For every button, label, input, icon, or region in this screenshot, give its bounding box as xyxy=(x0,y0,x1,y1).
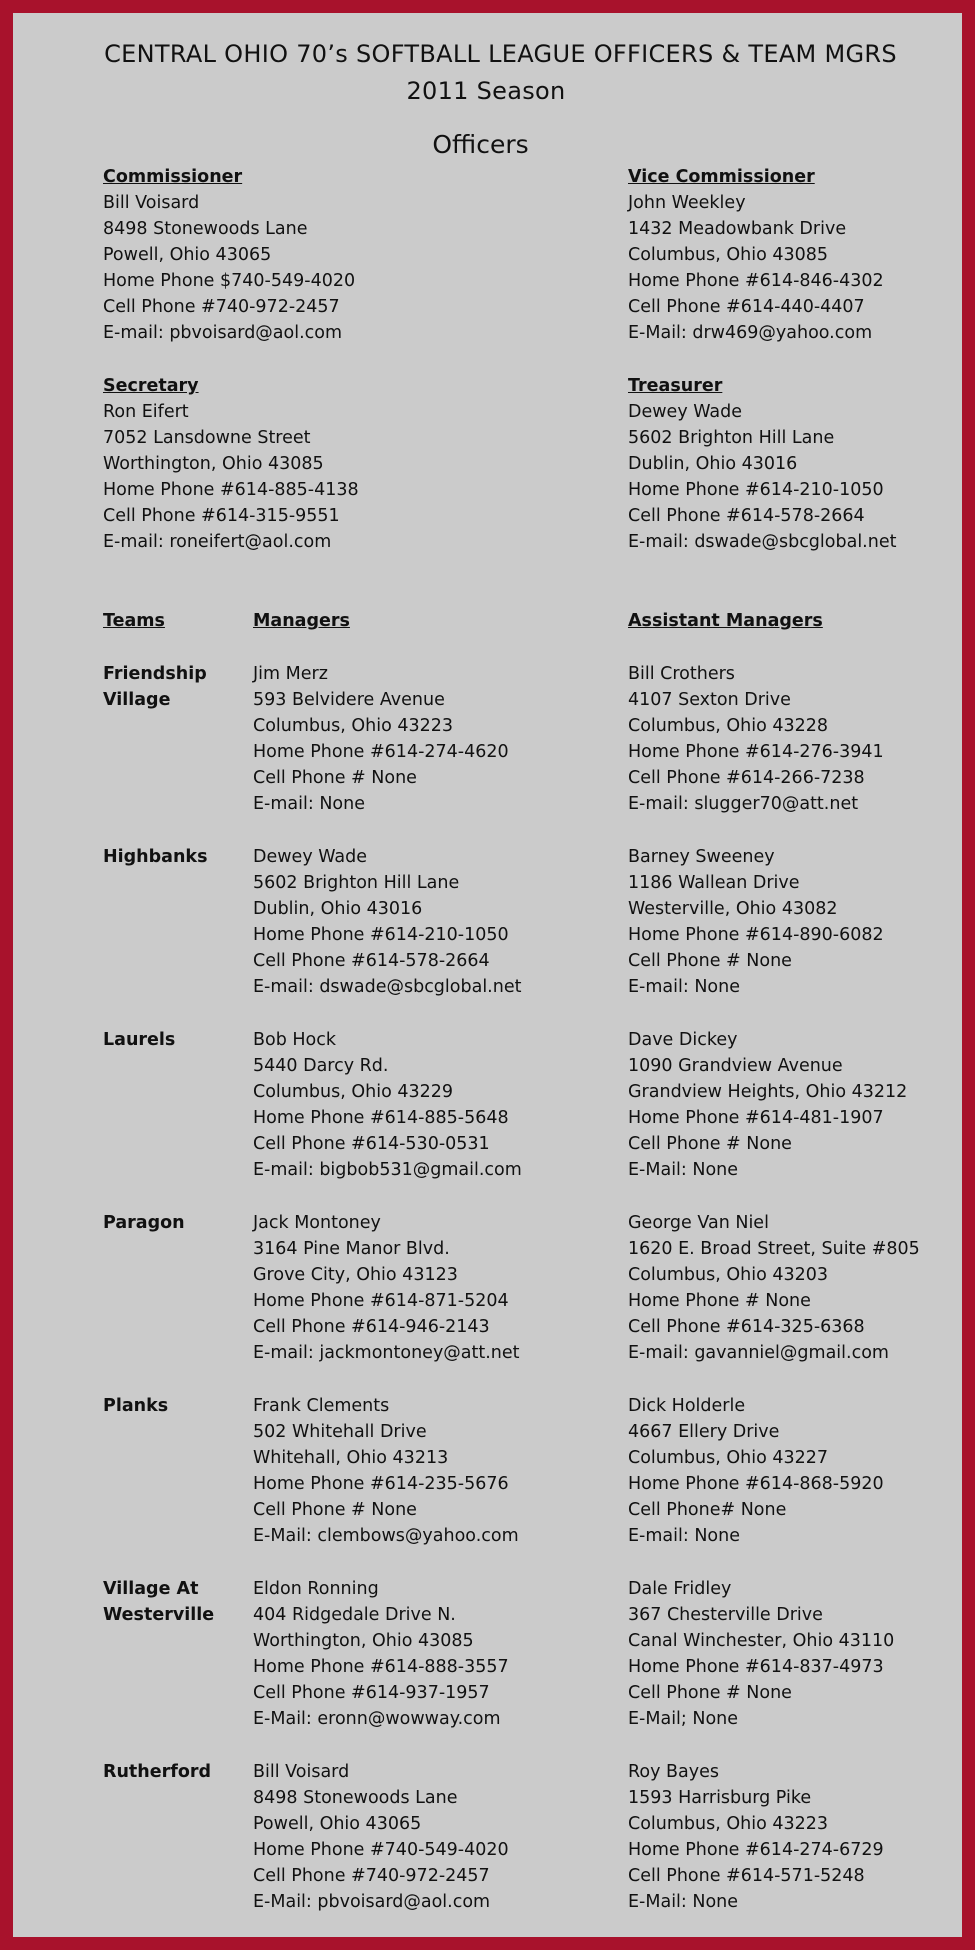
assistant-line: E-mail: slugger70@att.net xyxy=(628,794,859,814)
team-name-line: Highbanks xyxy=(103,847,208,867)
team-manager xyxy=(253,1027,522,1183)
team-name-line: Westerville xyxy=(103,1605,215,1625)
manager-line: Grove City, Ohio 43123 xyxy=(253,1265,458,1285)
manager-line: E-Mail: eronn@wowway.com xyxy=(253,1709,501,1729)
assistant-line: 1593 Harrisburg Pike xyxy=(628,1788,812,1808)
assistant-line: Home Phone #614-481-1907 xyxy=(628,1108,884,1128)
assistant-line: Cell Phone # None xyxy=(628,1683,792,1703)
officer-role: Vice Commissioner xyxy=(628,167,815,187)
officer-line: 8498 Stonewoods Lane xyxy=(103,219,308,239)
assistant-line: Canal Winchester, Ohio 43110 xyxy=(628,1631,895,1651)
manager-line: Dewey Wade xyxy=(253,847,368,867)
manager-line: Home Phone #614-888-3557 xyxy=(253,1657,509,1677)
team-manager xyxy=(253,1210,520,1366)
team-assistant xyxy=(628,661,884,817)
assistant-line: Cell Phone #614-266-7238 xyxy=(628,768,865,788)
manager-line: Columbus, Ohio 43229 xyxy=(253,1082,454,1102)
manager-line: E-mail: dswade@sbcglobal.net xyxy=(253,977,522,997)
manager-line: Cell Phone #614-578-2664 xyxy=(253,951,490,971)
assistant-line: Westerville, Ohio 43082 xyxy=(628,899,838,919)
team-assistant xyxy=(628,1393,884,1549)
team-assistant xyxy=(628,1210,920,1366)
assistant-line: Cell Phone # None xyxy=(628,951,792,971)
teams-header-label: Teams xyxy=(103,611,165,631)
officer-line: Cell Phone #614-315-9551 xyxy=(103,506,340,526)
officer-line: Worthington, Ohio 43085 xyxy=(103,454,324,474)
team-name xyxy=(103,1576,214,1628)
assistant-line: Columbus, Ohio 43228 xyxy=(628,716,829,736)
assistants-header-label: Assistant Managers xyxy=(628,611,823,631)
managers-column-header xyxy=(253,608,350,634)
team-name-line: Friendship xyxy=(103,664,207,684)
team-name xyxy=(103,1393,168,1419)
manager-line: Cell Phone #740-972-2457 xyxy=(253,1866,490,1886)
manager-line: Jack Montoney xyxy=(253,1213,381,1233)
manager-line: Bill Voisard xyxy=(253,1762,350,1782)
assistant-line: Home Phone # None xyxy=(628,1291,811,1311)
team-assistant xyxy=(628,1759,884,1915)
manager-line: Jim Merz xyxy=(253,664,328,684)
officer-line: 5602 Brighton Hill Lane xyxy=(628,428,835,448)
team-assistant xyxy=(628,844,884,1000)
team-name xyxy=(103,844,207,870)
assistant-line: E-mail: None xyxy=(628,1526,740,1546)
officer-line: Ron Eifert xyxy=(103,402,189,422)
officer-role: Treasurer xyxy=(628,376,723,396)
assistant-line: E-mail: gavanniel@gmail.com xyxy=(628,1343,889,1363)
team-name-line: Laurels xyxy=(103,1030,176,1050)
officer-secretary xyxy=(103,373,359,555)
assistant-line: 1620 E. Broad Street, Suite #805 xyxy=(628,1239,920,1259)
officer-line: Cell Phone #740-972-2457 xyxy=(103,297,340,317)
manager-line: Powell, Ohio 43065 xyxy=(253,1814,422,1834)
manager-line: Dublin, Ohio 43016 xyxy=(253,899,423,919)
manager-line: Cell Phone #614-937-1957 xyxy=(253,1683,490,1703)
manager-line: 593 Belvidere Avenue xyxy=(253,690,445,710)
assistant-line: George Van Niel xyxy=(628,1213,769,1233)
season-subtitle: 2011 Season xyxy=(406,77,566,105)
team-name xyxy=(103,1759,211,1785)
officer-line: 7052 Lansdowne Street xyxy=(103,428,311,448)
manager-line: 8498 Stonewoods Lane xyxy=(253,1788,458,1808)
assistant-line: Cell Phone #614-571-5248 xyxy=(628,1866,865,1886)
officer-line: Home Phone #614-885-4138 xyxy=(103,480,359,500)
manager-line: E-Mail: pbvoisard@aol.com xyxy=(253,1892,491,1912)
team-name-line: Rutherford xyxy=(103,1762,212,1782)
assistant-line: E-Mail: None xyxy=(628,1160,739,1180)
manager-line: Frank Clements xyxy=(253,1396,390,1416)
officer-vice-commissioner xyxy=(628,164,884,346)
assistant-line: Dale Fridley xyxy=(628,1579,732,1599)
assistant-line: Home Phone #614-890-6082 xyxy=(628,925,884,945)
officer-line: Bill Voisard xyxy=(103,193,200,213)
manager-line: Home Phone #614-235-5676 xyxy=(253,1474,509,1494)
officer-line: Dewey Wade xyxy=(628,402,743,422)
assistant-line: E-Mail: None xyxy=(628,1892,739,1912)
team-name xyxy=(103,1027,175,1053)
team-manager xyxy=(253,844,521,1000)
manager-line: Home Phone #614-885-5648 xyxy=(253,1108,509,1128)
officer-line: E-mail: pbvoisard@aol.com xyxy=(103,323,343,343)
manager-line: Home Phone #614-871-5204 xyxy=(253,1291,509,1311)
manager-line: Cell Phone #614-530-0531 xyxy=(253,1134,490,1154)
officer-line: Cell Phone #614-440-4407 xyxy=(628,297,865,317)
assistant-line: 1090 Grandview Avenue xyxy=(628,1056,843,1076)
manager-line: 404 Ridgedale Drive N. xyxy=(253,1605,456,1625)
team-manager xyxy=(253,661,509,817)
team-name-line: Village At xyxy=(103,1579,199,1599)
officer-role: Commissioner xyxy=(103,167,243,187)
officer-line: Home Phone $740-549-4020 xyxy=(103,271,356,291)
officer-line: John Weekley xyxy=(628,193,746,213)
manager-line: E-mail: jackmontoney@att.net xyxy=(253,1343,520,1363)
officers-heading: Officers xyxy=(432,130,529,159)
manager-line: E-Mail: clembows@yahoo.com xyxy=(253,1526,519,1546)
assistant-line: 367 Chesterville Drive xyxy=(628,1605,823,1625)
assistant-line: Columbus, Ohio 43203 xyxy=(628,1265,829,1285)
officer-line: Home Phone #614-846-4302 xyxy=(628,271,884,291)
manager-line: Columbus, Ohio 43223 xyxy=(253,716,454,736)
assistant-line: Bill Crothers xyxy=(628,664,735,684)
managers-header-label: Managers xyxy=(253,611,350,631)
assistant-line: Cell Phone# None xyxy=(628,1500,787,1520)
assistant-line: Grandview Heights, Ohio 43212 xyxy=(628,1082,908,1102)
assistant-line: E-mail: None xyxy=(628,977,740,997)
assistant-line: Dave Dickey xyxy=(628,1030,738,1050)
officer-treasurer xyxy=(628,373,896,555)
assistant-line: 1186 Wallean Drive xyxy=(628,873,800,893)
assistant-line: 4107 Sexton Drive xyxy=(628,690,791,710)
manager-line: Cell Phone # None xyxy=(253,768,417,788)
manager-line: 5602 Brighton Hill Lane xyxy=(253,873,460,893)
manager-line: Worthington, Ohio 43085 xyxy=(253,1631,474,1651)
team-assistant xyxy=(628,1576,894,1732)
assistant-line: Home Phone #614-274-6729 xyxy=(628,1840,884,1860)
officer-line: Powell, Ohio 43065 xyxy=(103,245,272,265)
officer-line: E-mail: dswade@sbcglobal.net xyxy=(628,532,897,552)
assistant-line: Roy Bayes xyxy=(628,1762,719,1782)
team-assistant xyxy=(628,1027,907,1183)
team-name-line: Village xyxy=(103,690,171,710)
manager-line: Whitehall, Ohio 43213 xyxy=(253,1448,449,1468)
officer-line: Dublin, Ohio 43016 xyxy=(628,454,798,474)
manager-line: Bob Hock xyxy=(253,1030,337,1050)
officer-line: Columbus, Ohio 43085 xyxy=(628,245,829,265)
officer-line: Home Phone #614-210-1050 xyxy=(628,480,884,500)
officer-role: Secretary xyxy=(103,376,199,396)
officer-line: Cell Phone #614-578-2664 xyxy=(628,506,865,526)
team-manager xyxy=(253,1759,509,1915)
manager-line: Home Phone #614-274-4620 xyxy=(253,742,509,762)
officer-commissioner xyxy=(103,164,355,346)
assistant-line: Home Phone #614-276-3941 xyxy=(628,742,884,762)
team-manager xyxy=(253,1393,519,1549)
manager-line: Cell Phone #614-946-2143 xyxy=(253,1317,490,1337)
officer-line: 1432 Meadowbank Drive xyxy=(628,219,847,239)
assistant-line: 4667 Ellery Drive xyxy=(628,1422,780,1442)
assistant-line: Barney Sweeney xyxy=(628,847,775,867)
officer-line: E-Mail: drw469@yahoo.com xyxy=(628,323,873,343)
page-title: CENTRAL OHIO 70’s SOFTBALL LEAGUE OFFICERS & TEAM MGRS xyxy=(104,40,897,68)
assistant-line: Columbus, Ohio 43227 xyxy=(628,1448,829,1468)
manager-line: E-mail: None xyxy=(253,794,365,814)
assistant-line: Home Phone #614-837-4973 xyxy=(628,1657,884,1677)
assistant-line: Cell Phone #614-325-6368 xyxy=(628,1317,865,1337)
assistant-line: Home Phone #614-868-5920 xyxy=(628,1474,884,1494)
assistant-line: E-Mail; None xyxy=(628,1709,739,1729)
officer-line: E-mail: roneifert@aol.com xyxy=(103,532,332,552)
manager-line: 5440 Darcy Rd. xyxy=(253,1056,389,1076)
manager-line: Eldon Ronning xyxy=(253,1579,379,1599)
team-name-line: Planks xyxy=(103,1396,169,1416)
manager-line: Home Phone #614-210-1050 xyxy=(253,925,509,945)
team-name xyxy=(103,1210,185,1236)
team-name xyxy=(103,661,207,713)
team-name-line: Paragon xyxy=(103,1213,185,1233)
team-manager xyxy=(253,1576,509,1732)
assistant-line: Columbus, Ohio 43223 xyxy=(628,1814,829,1834)
teams-column-header xyxy=(103,608,165,634)
manager-line: E-mail: bigbob531@gmail.com xyxy=(253,1160,522,1180)
assistant-line: Cell Phone # None xyxy=(628,1134,792,1154)
assistants-column-header xyxy=(628,608,823,634)
manager-line: Home Phone #740-549-4020 xyxy=(253,1840,509,1860)
manager-line: Cell Phone # None xyxy=(253,1500,417,1520)
manager-line: 3164 Pine Manor Blvd. xyxy=(253,1239,450,1259)
manager-line: 502 Whitehall Drive xyxy=(253,1422,427,1442)
assistant-line: Dick Holderle xyxy=(628,1396,746,1416)
